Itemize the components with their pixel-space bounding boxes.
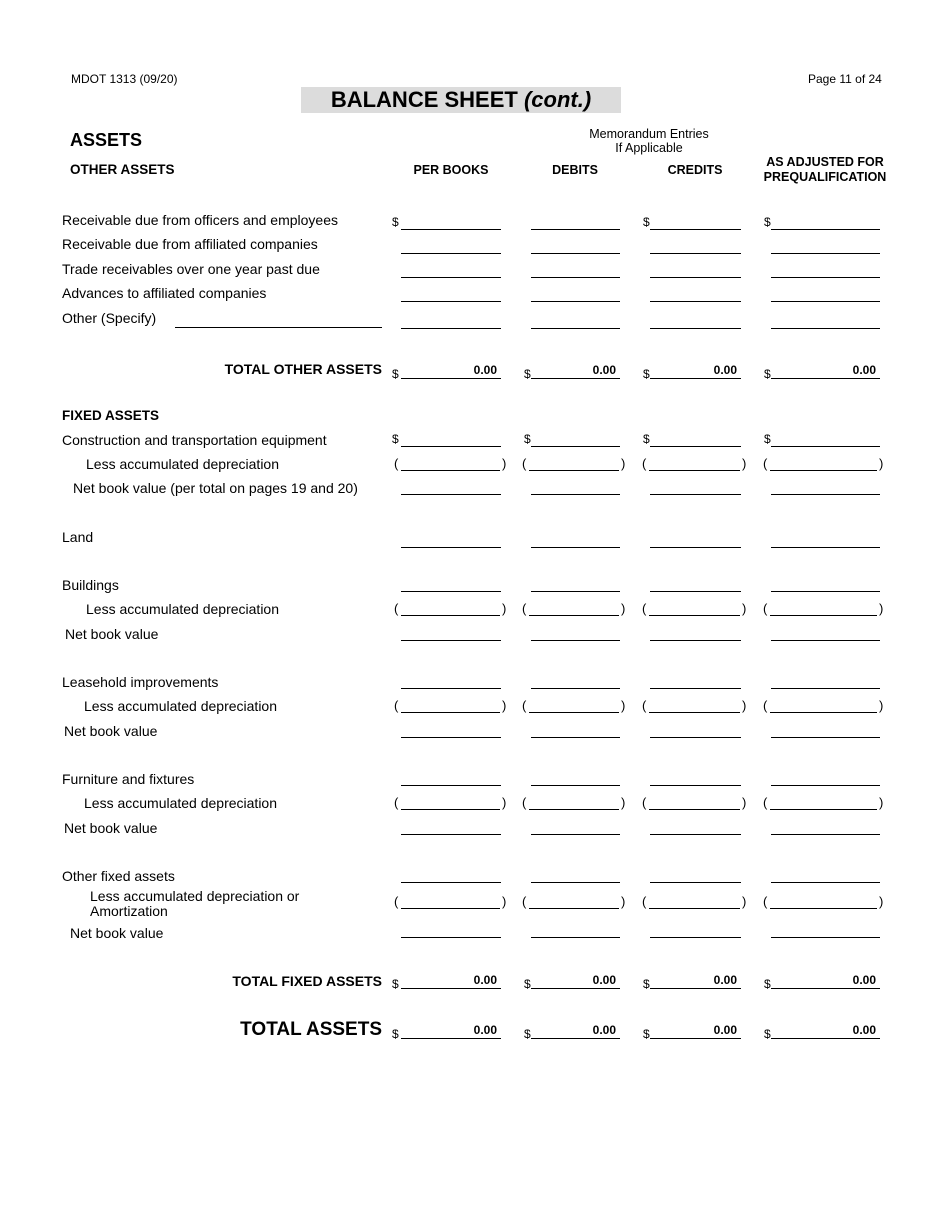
net-construction-per-books-field[interactable] — [401, 494, 501, 495]
net-other-credits-field[interactable] — [650, 937, 741, 938]
construction-credits-field[interactable] — [650, 446, 741, 447]
net-leasehold-adjusted-field[interactable] — [771, 737, 880, 738]
construction-adjusted-dollar: $ — [764, 432, 771, 446]
row-label-net-leasehold: Net book value — [64, 723, 158, 739]
officers-per-books-dollar: $ — [392, 215, 399, 229]
memo-line-2: If Applicable — [615, 141, 683, 155]
total-fixed-assets-per-books-underline — [401, 988, 501, 989]
total-other-assets-credits-dollar: $ — [643, 367, 650, 381]
less-dep-construction-credits-close-paren: ) — [742, 456, 747, 471]
advances-adjusted-field[interactable] — [771, 301, 880, 302]
land-debits-field[interactable] — [531, 547, 620, 548]
officers-adjusted-dollar: $ — [764, 215, 771, 229]
construction-per-books-dollar: $ — [392, 432, 399, 446]
less-dep-buildings-credits-open-paren: ( — [642, 601, 647, 616]
row-label-net-buildings: Net book value — [65, 626, 159, 642]
row-label-buildings: Buildings — [62, 577, 119, 593]
less-dep-construction-debits-field[interactable] — [529, 470, 619, 471]
construction-credits-dollar: $ — [643, 432, 650, 446]
less-dep-buildings-adjusted-close-paren: ) — [879, 601, 884, 616]
other-specify-adjusted-field[interactable] — [771, 328, 880, 329]
total-fixed-assets-adjusted-value: 0.00 — [852, 973, 876, 987]
total-other-assets-credits-underline — [650, 378, 741, 379]
land-per-books-field[interactable] — [401, 547, 501, 548]
affiliated-credits-field[interactable] — [650, 253, 741, 254]
less-dep-other-adjusted-open-paren: ( — [763, 894, 768, 909]
row-label-other-fixed: Other fixed assets — [62, 868, 175, 884]
total-fixed-assets-per-books-dollar: $ — [392, 977, 399, 991]
row-label-advances: Advances to affiliated companies — [62, 285, 267, 301]
less-dep-other-credits-open-paren: ( — [642, 894, 647, 909]
buildings-adjusted-field[interactable] — [771, 591, 880, 592]
less-dep-other-per-books-field[interactable] — [401, 908, 500, 909]
less-dep-leasehold-credits-close-paren: ) — [742, 698, 747, 713]
total-fixed-assets-credits-underline — [650, 988, 741, 989]
net-buildings-debits-field[interactable] — [531, 640, 620, 641]
net-other-debits-field[interactable] — [531, 937, 620, 938]
row-label-less-dep-leasehold: Less accumulated depreciation — [84, 698, 278, 714]
land-credits-field[interactable] — [650, 547, 741, 548]
leasehold-credits-field[interactable] — [650, 688, 741, 689]
net-construction-credits-field[interactable] — [650, 494, 741, 495]
net-furniture-credits-field[interactable] — [650, 834, 741, 835]
total-fixed-assets-debits-dollar: $ — [524, 977, 531, 991]
buildings-credits-field[interactable] — [650, 591, 741, 592]
less-dep-other-adjusted-field[interactable] — [770, 908, 877, 909]
row-label-construction: Construction and transportation equipment — [62, 432, 327, 448]
less-dep-buildings-credits-field[interactable] — [649, 615, 740, 616]
page-number: Page 11 of 24 — [808, 72, 882, 86]
total-assets-debits-dollar: $ — [524, 1027, 531, 1041]
less-dep-furniture-debits-field[interactable] — [529, 809, 619, 810]
net-other-per-books-field[interactable] — [401, 937, 501, 938]
other-fixed-credits-field[interactable] — [650, 882, 741, 883]
furniture-adjusted-field[interactable] — [771, 785, 880, 786]
net-construction-adjusted-field[interactable] — [771, 494, 880, 495]
less-dep-leasehold-per-books-field[interactable] — [401, 712, 500, 713]
less-dep-leasehold-adjusted-field[interactable] — [770, 712, 877, 713]
less-dep-other-credits-close-paren: ) — [742, 894, 747, 909]
less-dep-other-debits-close-paren: ) — [621, 894, 626, 909]
total-assets-credits-dollar: $ — [643, 1027, 650, 1041]
total-fixed-assets-per-books-value: 0.00 — [473, 973, 497, 987]
less-dep-construction-debits-close-paren: ) — [621, 456, 626, 471]
other-fixed-per-books-field[interactable] — [401, 882, 501, 883]
trade-credits-field[interactable] — [650, 277, 741, 278]
less-dep-furniture-credits-close-paren: ) — [742, 795, 747, 810]
less-dep-other-credits-field[interactable] — [649, 908, 740, 909]
less-dep-furniture-per-books-open-paren: ( — [394, 795, 399, 810]
total-other-assets-credits-value: 0.00 — [713, 363, 737, 377]
other-specify-per-books-field[interactable] — [401, 328, 501, 329]
less-dep-leasehold-credits-field[interactable] — [649, 712, 740, 713]
affiliated-debits-field[interactable] — [531, 253, 620, 254]
less-dep-furniture-adjusted-open-paren: ( — [763, 795, 768, 810]
total-other-assets-per-books-dollar: $ — [392, 367, 399, 381]
less-dep-furniture-debits-close-paren: ) — [621, 795, 626, 810]
fixed-assets-heading: FIXED ASSETS — [62, 408, 160, 423]
total-fixed-assets-adjusted-dollar: $ — [764, 977, 771, 991]
net-leasehold-credits-field[interactable] — [650, 737, 741, 738]
less-dep-leasehold-debits-close-paren: ) — [621, 698, 626, 713]
page-title — [301, 87, 621, 113]
less-dep-construction-per-books-field[interactable] — [401, 470, 500, 471]
row-label-furniture: Furniture and fixtures — [62, 771, 195, 787]
row-label-land: Land — [62, 529, 94, 545]
total-fixed-assets-debits-value: 0.00 — [592, 973, 616, 987]
less-dep-other-adjusted-close-paren: ) — [879, 894, 884, 909]
less-dep-construction-per-books-open-paren: ( — [394, 456, 399, 471]
less-dep-buildings-per-books-field[interactable] — [401, 615, 500, 616]
less-dep-furniture-adjusted-close-paren: ) — [879, 795, 884, 810]
total-other-assets-adjusted-dollar: $ — [764, 367, 771, 381]
less-dep-buildings-adjusted-open-paren: ( — [763, 601, 768, 616]
total-other-assets-debits-dollar: $ — [524, 367, 531, 381]
other-fixed-adjusted-field[interactable] — [771, 882, 880, 883]
row-label-net-pages: Net book value (per total on pages 19 and 20) — [73, 480, 358, 496]
officers-adjusted-field[interactable] — [771, 229, 880, 230]
net-buildings-per-books-field[interactable] — [401, 640, 501, 641]
col-per-books: PER BOOKS — [413, 163, 489, 177]
total-other-assets-label: TOTAL OTHER ASSETS — [224, 361, 382, 377]
total-other-assets-debits-value: 0.00 — [592, 363, 616, 377]
memo-line-1: Memorandum Entries — [589, 127, 709, 141]
total-assets-per-books-underline — [401, 1038, 501, 1039]
row-label-leasehold: Leasehold improvements — [62, 674, 219, 690]
less-dep-construction-debits-open-paren: ( — [522, 456, 527, 471]
assets-heading: ASSETS — [70, 130, 143, 150]
net-buildings-credits-field[interactable] — [650, 640, 741, 641]
specify-field[interactable] — [175, 327, 382, 328]
row-label-trade: Trade receivables over one year past due — [62, 261, 320, 277]
row-label-less-dep-construction: Less accumulated depreciation — [86, 456, 280, 472]
less-dep-furniture-credits-open-paren: ( — [642, 795, 647, 810]
total-other-assets-per-books-value: 0.00 — [473, 363, 497, 377]
officers-credits-field[interactable] — [650, 229, 741, 230]
less-dep-construction-per-books-close-paren: ) — [502, 456, 507, 471]
less-dep-furniture-credits-field[interactable] — [649, 809, 740, 810]
construction-debits-dollar: $ — [524, 432, 531, 446]
less-dep-construction-credits-field[interactable] — [649, 470, 740, 471]
total-assets-adjusted-dollar: $ — [764, 1027, 771, 1041]
less-dep-buildings-adjusted-field[interactable] — [770, 615, 877, 616]
officers-per-books-field[interactable] — [401, 229, 501, 230]
total-assets-adjusted-underline — [771, 1038, 880, 1039]
furniture-debits-field[interactable] — [531, 785, 620, 786]
less-dep-furniture-adjusted-field[interactable] — [770, 809, 877, 810]
less-dep-other-per-books-close-paren: ) — [502, 894, 507, 909]
row-label-less-dep-furniture: Less accumulated depreciation — [84, 795, 278, 811]
less-dep-leasehold-per-books-open-paren: ( — [394, 698, 399, 713]
furniture-per-books-field[interactable] — [401, 785, 501, 786]
memo-entries-heading — [580, 127, 718, 155]
total-fixed-assets-adjusted-underline — [771, 988, 880, 989]
less-dep-leasehold-debits-open-paren: ( — [522, 698, 527, 713]
total-fixed-assets-label: TOTAL FIXED ASSETS — [232, 973, 382, 989]
net-other-adjusted-field[interactable] — [771, 937, 880, 938]
net-furniture-debits-field[interactable] — [531, 834, 620, 835]
row-label-less-dep-amort: Less accumulated depreciation or Amortization — [90, 888, 300, 919]
less-dep-furniture-per-books-field[interactable] — [401, 809, 500, 810]
less-dep-other-debits-field[interactable] — [529, 908, 619, 909]
row-label-net-other: Net book value — [70, 925, 164, 941]
col-credits: CREDITS — [667, 163, 723, 177]
total-assets-credits-value: 0.00 — [713, 1023, 737, 1037]
advances-per-books-field[interactable] — [401, 301, 501, 302]
total-fixed-assets-debits-underline — [531, 988, 620, 989]
affiliated-per-books-field[interactable] — [401, 253, 501, 254]
total-fixed-assets-credits-dollar: $ — [643, 977, 650, 991]
leasehold-debits-field[interactable] — [531, 688, 620, 689]
net-construction-debits-field[interactable] — [531, 494, 620, 495]
row-label-net-furniture: Net book value — [64, 820, 158, 836]
form-id: MDOT 1313 (09/20) — [71, 72, 178, 86]
less-dep-construction-adjusted-close-paren: ) — [879, 456, 884, 471]
officers-debits-field[interactable] — [531, 229, 620, 230]
advances-credits-field[interactable] — [650, 301, 741, 302]
less-dep-buildings-credits-close-paren: ) — [742, 601, 747, 616]
affiliated-adjusted-field[interactable] — [771, 253, 880, 254]
net-furniture-adjusted-field[interactable] — [771, 834, 880, 835]
officers-credits-dollar: $ — [643, 215, 650, 229]
less-dep-buildings-debits-open-paren: ( — [522, 601, 527, 616]
less-dep-leasehold-debits-field[interactable] — [529, 712, 619, 713]
total-other-assets-adjusted-underline — [771, 378, 880, 379]
total-assets-credits-underline — [650, 1038, 741, 1039]
less-dep-furniture-debits-open-paren: ( — [522, 795, 527, 810]
net-furniture-per-books-field[interactable] — [401, 834, 501, 835]
other-assets-heading: OTHER ASSETS — [70, 162, 175, 177]
total-assets-label: TOTAL ASSETS — [240, 1019, 382, 1040]
total-assets-per-books-value: 0.00 — [473, 1023, 497, 1037]
buildings-debits-field[interactable] — [531, 591, 620, 592]
less-dep-buildings-per-books-close-paren: ) — [502, 601, 507, 616]
less-dep-construction-credits-open-paren: ( — [642, 456, 647, 471]
total-fixed-assets-credits-value: 0.00 — [713, 973, 737, 987]
adjusted-line-2: PREQUALIFICATION — [763, 170, 887, 184]
net-buildings-adjusted-field[interactable] — [771, 640, 880, 641]
construction-debits-field[interactable] — [531, 446, 620, 447]
less-dep-leasehold-per-books-close-paren: ) — [502, 698, 507, 713]
less-dep-construction-adjusted-open-paren: ( — [763, 456, 768, 471]
net-leasehold-per-books-field[interactable] — [401, 737, 501, 738]
col-adjusted — [760, 155, 890, 185]
row-label-less-dep-buildings: Less accumulated depreciation — [86, 601, 280, 617]
less-dep-leasehold-credits-open-paren: ( — [642, 698, 647, 713]
total-assets-adjusted-value: 0.00 — [852, 1023, 876, 1037]
other-fixed-debits-field[interactable] — [531, 882, 620, 883]
total-other-assets-debits-underline — [531, 378, 620, 379]
title-text: BALANCE SHEET — [330, 87, 518, 112]
total-other-assets-per-books-underline — [401, 378, 501, 379]
other-specify-credits-field[interactable] — [650, 328, 741, 329]
less-dep-construction-adjusted-field[interactable] — [770, 470, 877, 471]
total-other-assets-adjusted-value: 0.00 — [852, 363, 876, 377]
trade-adjusted-field[interactable] — [771, 277, 880, 278]
land-adjusted-field[interactable] — [771, 547, 880, 548]
adjusted-line-1: AS ADJUSTED FOR — [766, 155, 884, 169]
total-assets-debits-underline — [531, 1038, 620, 1039]
construction-per-books-field[interactable] — [401, 446, 501, 447]
trade-per-books-field[interactable] — [401, 277, 501, 278]
trade-debits-field[interactable] — [531, 277, 620, 278]
furniture-credits-field[interactable] — [650, 785, 741, 786]
construction-adjusted-field[interactable] — [771, 446, 880, 447]
less-dep-leasehold-adjusted-open-paren: ( — [763, 698, 768, 713]
less-dep-other-debits-open-paren: ( — [522, 894, 527, 909]
col-debits: DEBITS — [552, 163, 598, 177]
less-dep-buildings-per-books-open-paren: ( — [394, 601, 399, 616]
less-dep-buildings-debits-field[interactable] — [529, 615, 619, 616]
leasehold-per-books-field[interactable] — [401, 688, 501, 689]
advances-debits-field[interactable] — [531, 301, 620, 302]
less-dep-leasehold-adjusted-close-paren: ) — [879, 698, 884, 713]
leasehold-adjusted-field[interactable] — [771, 688, 880, 689]
row-label-affiliated: Receivable due from affiliated companies — [62, 236, 318, 252]
less-dep-furniture-per-books-close-paren: ) — [502, 795, 507, 810]
row-label-officers: Receivable due from officers and employees — [62, 212, 339, 228]
net-leasehold-debits-field[interactable] — [531, 737, 620, 738]
title-cont: (cont.) — [523, 87, 592, 112]
buildings-per-books-field[interactable] — [401, 591, 501, 592]
less-dep-other-per-books-open-paren: ( — [394, 894, 399, 909]
total-assets-debits-value: 0.00 — [592, 1023, 616, 1037]
less-dep-buildings-debits-close-paren: ) — [621, 601, 626, 616]
other-specify-debits-field[interactable] — [531, 328, 620, 329]
total-assets-per-books-dollar: $ — [392, 1027, 399, 1041]
row-label-other-specify: Other (Specify) — [62, 310, 157, 326]
